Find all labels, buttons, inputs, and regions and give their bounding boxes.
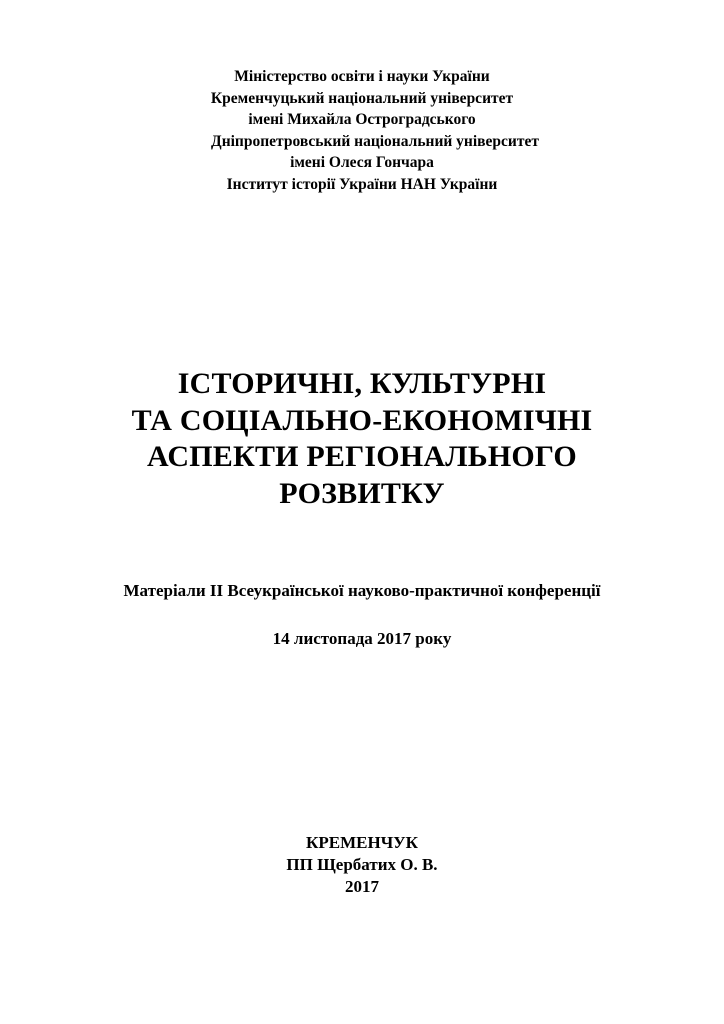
header-line-university-named: імені Михайла Остроградського: [248, 111, 476, 128]
conference-subtitle: Матеріали ІІ Всеукраїнської науково-практичної конференції: [123, 581, 601, 600]
conference-date: 14 листопада 2017 року: [272, 629, 452, 648]
header-line-ministry: Міністерство освіти і науки України: [234, 68, 490, 85]
institutions-header: [0, 66, 724, 195]
title-line: ІСТОРИЧНІ, КУЛЬТУРНІ: [177, 367, 547, 400]
header-line-dnipro-named: імені Олеся Гончара: [290, 154, 434, 171]
title-line: ТА СОЦІАЛЬНО-ЕКОНОМІЧНІ: [131, 403, 593, 437]
imprint-year: 2017: [345, 877, 379, 896]
header-line-university: Кременчуцький національний університет: [210, 89, 514, 107]
title-line: АСПЕКТИ РЕГІОНАЛЬНОГО: [147, 440, 577, 473]
imprint-publisher: ПП Щербатих О. В.: [286, 855, 438, 874]
title-line: РОЗВИТКУ: [279, 476, 445, 510]
document-title: [0, 366, 724, 512]
header-line-institute: Інститут історії України НАН України: [226, 175, 498, 193]
imprint-city: КРЕМЕНЧУК: [306, 833, 418, 852]
header-line-dnipro-university: Дніпропетровський національний університет: [211, 132, 539, 150]
imprint: [0, 832, 724, 898]
